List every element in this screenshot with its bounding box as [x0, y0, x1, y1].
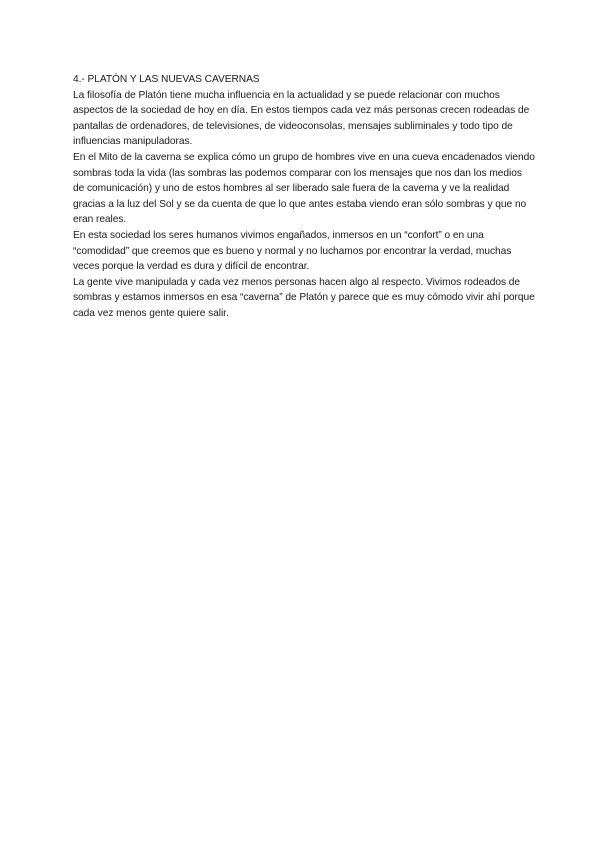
paragraph-2: En el Mito de la caverna se explica cómo un grupo de hombres vive en una cueva encadenados viendo sombras toda la vida (las sombras las podemos comparar con los mensajes que nos dan los medios de comunicación) y uno de estos hombres al ser liberado sale fuera de la caverna y ve la realidad gracias a la luz del Sol y se da cuenta de que lo que antes estaba viendo eran sólo sombras y que no eran reales. [73, 151, 535, 226]
paragraph-4: La gente vive manipulada y cada vez menos personas hacen algo al respecto. Vivimos rodeados de sombras y estamos inmersos en esa “caverna” de Platón y parece que es muy cómodo vivir ahí porque cada vez menos gente quiere salir. [73, 276, 535, 319]
paragraph-1: La filosofía de Platón tiene mucha influencia en la actualidad y se puede relacionar con muchos aspectos de la sociedad de hoy en día. En estos tiempos cada vez más personas crecen rodeadas de pantallas de ordenadores, de televisiones, de videoconsolas, mensajes subliminales y todo tipo de influencias manipuladoras. [73, 89, 530, 148]
section-heading: 4.- PLATÓN Y LAS NUEVAS CAVERNAS [73, 74, 260, 85]
paragraph-3: En esta sociedad los seres humanos vivimos engañados, inmersos en un “confort” o en una “comodidad” que creemos que es bueno y normal y no luchamos por encontrar la verdad, muchas veces porque la verdad es dura y difícil de encontrar. [73, 229, 512, 273]
document-body [73, 72, 535, 322]
